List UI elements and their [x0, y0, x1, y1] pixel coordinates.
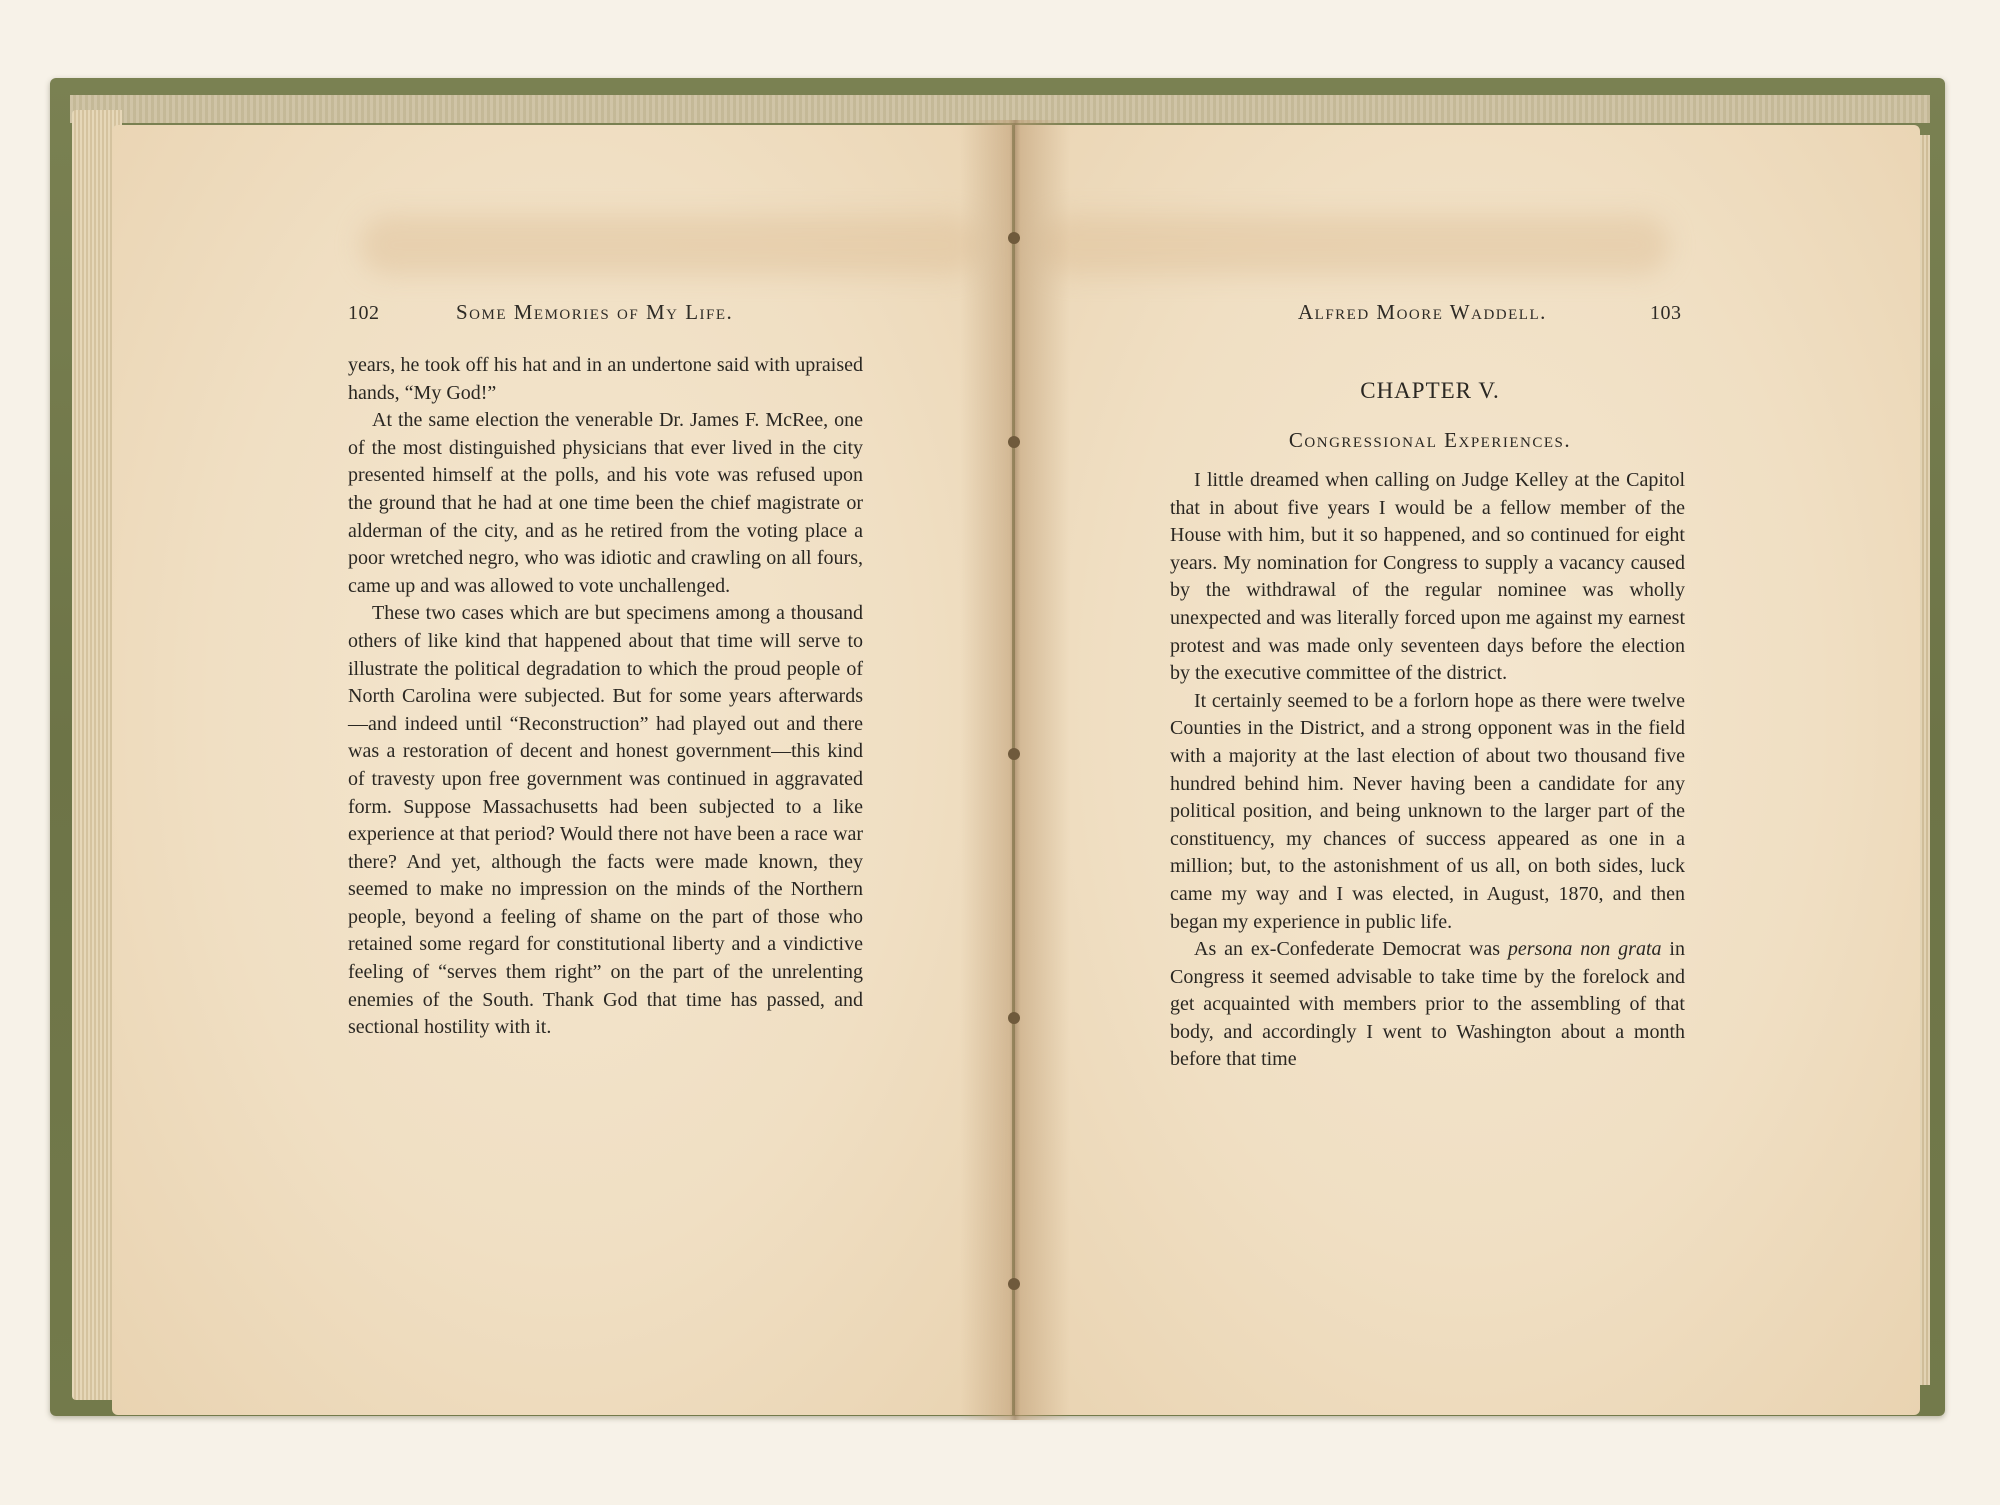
chapter-subtitle: Congressional Experiences. — [1288, 428, 1572, 452]
paragraph-3-start: As an ex-Confederate Democrat was — [1194, 938, 1508, 961]
left-paragraph-2: At the same election the venerable Dr. James F. McRee, one of the most distinguished physicians that ever lived in the city presented himself at the polls, and his vote was refused upon the ground that he had at one time been the chief magistrate or alderman of the city, and as he retired from the voting place a poor wretched negro, who was idiotic and crawling on all fours, came up and was allowed to vote unchallenged. — [348, 409, 863, 597]
right-page-number: 103 — [1650, 302, 1682, 324]
left-paragraph-1: years, he took off his hat and in an undertone said with upraised hands, “My God!” — [348, 354, 863, 404]
binding-stitch — [1008, 748, 1020, 760]
chapter-title: CHAPTER V. — [1360, 378, 1500, 403]
page-edges-top — [70, 95, 1930, 123]
book-gutter — [960, 120, 1070, 1420]
left-paragraph-3: These two cases which are but specimens among a thousand others of like kind that happened about that time will serve to illustrate the political degradation to which the proud people of North Carolina were subjected. But for some years afterwards—and indeed until “Reconstruction” had played out and there was a restoration of decent and honest government—this kind of travesty upon free government was continued in aggravated form. Suppose Massachusetts had been subjected to a like experience at that period? Would there not have been a race war there? And yet, although the facts were made known, they seemed to make no impression on the minds of the Northern people, beyond a feeling of shame on the part of those who retained some regard for constitutional liberty and a vindictive feeling of “serves them right” on the part of the unrelenting enemies of the South. Thank God that time has passed, and sectional hostility with it. — [348, 602, 863, 1039]
italic-phrase: persona non grata — [1507, 938, 1662, 961]
binding-stitch — [1008, 436, 1020, 448]
right-paragraph-3 — [1170, 936, 1685, 1074]
left-page-number: 102 — [348, 302, 380, 324]
right-paragraph-2: It certainly seemed to be a forlorn hope as there were twelve Counties in the District, and a strong opponent was in the field with a majority at the last election of about two thousand five hundred behind him. Never having been a candidate for any political position, and being unknown to the larger part of the constituency, my chances of success appeared as one in a million; but, to the astonishment of us all, on both sides, luck came my way and I was elected, in August, 1870, and then began my experience in public life. — [1170, 689, 1685, 933]
stain — [1040, 215, 1670, 275]
left-running-head: Some Memories of My Life. — [456, 300, 734, 324]
stain — [360, 215, 980, 275]
binding-stitch — [1008, 1012, 1020, 1024]
right-paragraph-1: I little dreamed when calling on Judge Kelley at the Capitol that in about five years I would be a fellow member of the House with him, but it so happened, and so continued for eight years. My nomination for Congress to supply a vacancy caused by the withdrawal of the regular nominee was wholly unexpected and was literally forced upon me against my earnest protest and was made only seventeen days before the election by the executive committee of the district. — [1170, 469, 1685, 685]
binding-stitch — [1008, 1278, 1020, 1290]
paragraph-3-end: in Congress it seemed advisable to take time by the forelock and get acquainted with members prior to the assembling of that body, and accordingly I went to Washington about a month before that time — [1170, 938, 1685, 1071]
right-page-body — [1170, 467, 1685, 1074]
right-running-head: Alfred Moore Waddell. — [1298, 300, 1547, 324]
left-page-body — [348, 352, 863, 1042]
binding-stitch — [1008, 232, 1020, 244]
